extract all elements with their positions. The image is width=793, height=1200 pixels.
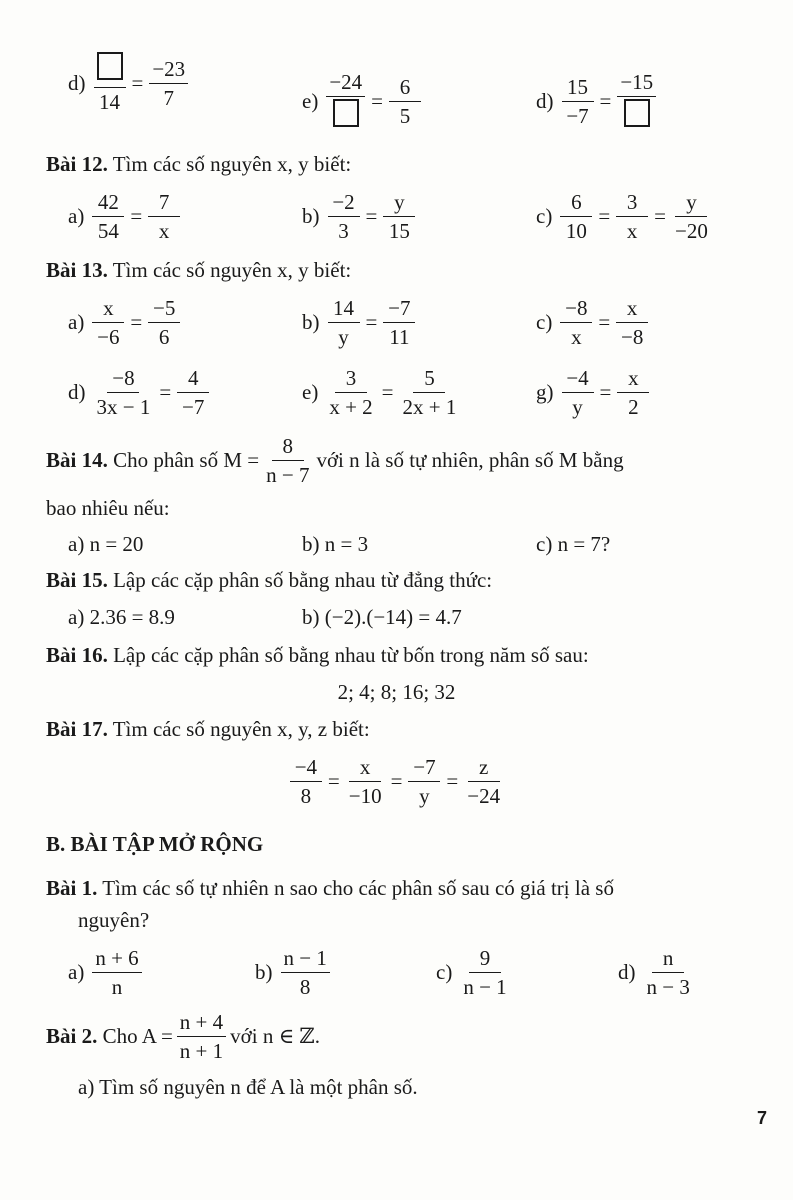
exercise-15-a: a) 2.36 = 8.9	[68, 605, 175, 629]
exercise-16-title: Bài 16. Lập các cặp phân số bằng nhau từ bốn trong năm số sau:	[46, 643, 589, 667]
page-number: 7	[757, 1108, 768, 1128]
fraction: $\frac{-23}{7}$	[149, 57, 188, 110]
exercise-13-g: g) $\frac{-4}{y}$ = $\frac{x}{2}$	[536, 366, 653, 419]
exercise-13-title: Bài 13. Tìm các số nguyên x, y biết:	[46, 258, 352, 282]
exercise-12-b: b) $\frac{-2}{3}$ = $\frac{y}{15}$	[302, 190, 419, 243]
exercise-13-a: a) $\frac{x}{-6}$ = $\frac{-5}{6}$	[68, 296, 184, 349]
exercise-14-line1: Bài 14. Cho phân số M = $\frac{8}{n - 7}$ với n là số tự nhiên, phân số M bằng	[46, 434, 624, 488]
exercise-16-numbers: 2; 4; 8; 16; 32	[337, 680, 456, 704]
exercise-13-e: e) $\frac{3}{x + 2}$ = $\frac{5}{2x + 1}$	[302, 366, 457, 420]
exercise-12-a: a) $\frac{42}{54}$ = $\frac{7}{x}$	[68, 190, 184, 243]
exercise-14-b: b) n = 3	[302, 532, 369, 556]
exercise-14-c: c) n = 7?	[536, 532, 611, 556]
exercise-17-title: Bài 17. Tìm các số nguyên x, y, z biết:	[46, 717, 370, 741]
blank-box	[333, 99, 359, 127]
exercise-13-c: c) $\frac{-8}{x}$ = $\frac{x}{-8}$	[536, 296, 652, 349]
exercise-15-b: b) (−2).(−14) = 4.7	[302, 605, 462, 629]
exercise-13-b: b) $\frac{14}{y}$ = $\frac{-7}{11}$	[302, 296, 419, 349]
exercise-15-title: Bài 15. Lập các cặp phân số bằng nhau từ đẳng thức:	[46, 568, 493, 592]
fraction: −24	[326, 70, 365, 132]
ext-1-b: b) $\frac{n - 1}{8}$	[255, 946, 334, 999]
exercise-12-c: c) $\frac{6}{10}$ = $\frac{3}{x}$ = $\frac{y}{-20}$	[536, 190, 708, 244]
ext-2-a: a) Tìm số nguyên n để A là một phân số.	[78, 1075, 418, 1099]
blank-box	[97, 52, 123, 80]
ext-1-d: d) $\frac{n}{n - 3}$	[618, 946, 690, 1000]
ext-2-line1: Bài 2. Cho A = $\frac{n + 4}{n + 1}$ với n ∈ ℤ.	[46, 1010, 320, 1064]
exercise-11-d: d) 14 = $\frac{-23}{7}$	[68, 52, 192, 114]
exercise-17-equation: $\frac{-4}{8}$ = $\frac{x}{-10}$ = $\frac{-7}{y}$ = $\frac{z}{-24}$	[0, 755, 793, 808]
ext-1-a: a) $\frac{n + 6}{n}$	[68, 946, 146, 999]
exercise-11-e: e) −24 = $\frac{6}{5}$	[302, 70, 425, 132]
exercise-11-d2: d) $\frac{15}{-7}$ = −15	[536, 70, 660, 132]
exercise-13-d: d) $\frac{-8}{3x - 1}$ = $\frac{4}{-7}$	[68, 366, 213, 419]
fraction: 14	[94, 52, 126, 114]
blank-box	[624, 99, 650, 127]
ext-1-c: c) $\frac{9}{n - 1}$	[436, 946, 507, 1000]
fraction: $\frac{15}{-7}$	[562, 75, 594, 128]
fraction: −15	[617, 70, 656, 132]
exercise-12-title: Bài 12. Tìm các số nguyên x, y biết:	[46, 152, 352, 176]
ext-1-line2: nguyên?	[78, 908, 150, 932]
exercise-14-a: a) n = 20	[68, 532, 144, 556]
section-b-heading: B. BÀI TẬP MỞ RỘNG	[46, 832, 264, 856]
fraction: $\frac{6}{5}$	[389, 75, 421, 128]
exercise-14-line2: bao nhiêu nếu:	[46, 496, 170, 520]
ext-1-line1: Bài 1. Tìm các số tự nhiên n sao cho các phân số sau có giá trị là số	[46, 876, 614, 900]
